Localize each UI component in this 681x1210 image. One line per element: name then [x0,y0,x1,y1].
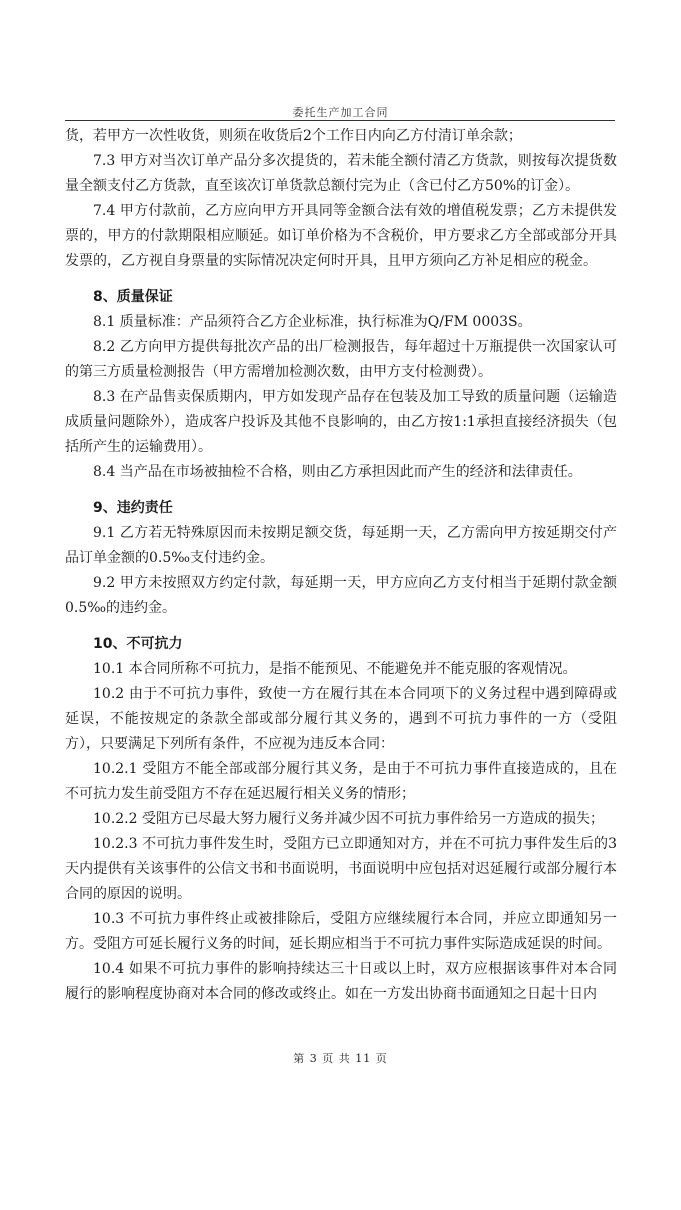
clause-8-2: 8.2 乙方向甲方提供每批次产品的出厂检测报告，每年超过十万瓶提供一次国家认可的第三方质量检测报告（甲方需增加检测次数，由甲方支付检测费）。 [65,339,617,380]
clause-9-1: 9.1 乙方若无特殊原因而未按期足额交货，每延期一天，乙方需向甲方按延期交付产品订单金额的0.5‰支付违约金。 [65,525,617,566]
page-number: 第 3 页 共 11 页 [293,1052,388,1065]
clause-10-2-2: 10.2.2 受阻方已尽最大努力履行义务并减少因不可抗力事件给另一方造成的损失； [93,811,604,827]
clause-10-2-3: 10.2.3 不可抗力事件发生时，受阻方已立即通知对方，并在不可抗力事件发生后的3天内提供有关该事件的公信文书和书面说明，书面说明中应包括对迟延履行或部分履行本合同的原因的说明。 [65,836,617,902]
section-heading-breach: 9、违约责任 [93,500,173,516]
paragraph: 货，若甲方一次性收货，则须在收货后2个工作日内向乙方付清订单余款； [65,128,522,144]
clause-9-2: 9.2 甲方未按照双方约定付款，每延期一天，甲方应向乙方支付相当于延期付款金额0.5‰的违约金。 [65,575,617,616]
clause-8-3: 8.3 在产品售卖保质期内，甲方如发现产品存在包装及加工导致的质量问题（运输造成质量问题除外），造成客户投诉及其他不良影响的，由乙方按1:1承担直接经济损失（包括所产生的运输费用）。 [65,389,617,455]
clause-10-2-1: 10.2.1 受阻方不能全部或部分履行其义务，是由于不可抗力事件直接造成的，且在不可抗力发生前受阻方不存在延迟履行相关义务的情形； [65,761,617,802]
header-divider [65,120,615,121]
clause-10-4: 10.4 如果不可抗力事件的影响持续达三十日或以上时，双方应根据该事件对本合同履行的影响程度协商对本合同的修改或终止。如在一方发出协商书面通知之日起十日内 [65,961,617,1002]
clause-10-3: 10.3 不可抗力事件终止或被排除后，受阻方应继续履行本合同，并应立即通知另一方。受阻方可延长履行义务的时间，延长期应相当于不可抗力事件实际造成延误的时间。 [65,911,617,952]
running-header: 委托生产加工合同 [292,106,389,119]
clause-7-4: 7.4 甲方付款前，乙方应向甲方开具同等金额合法有效的增值税发票；乙方未提供发票的，甲方的付款期限相应顺延。如订单价格为不含税价，甲方要求乙方全部或部分开具发票的，乙方视自身票量的实际情况决定何时开具，且甲方须向乙方补足相应的税金。 [65,203,617,269]
section-heading-quality: 8、质量保证 [93,289,173,305]
clause-8-4: 8.4 当产品在市场被抽检不合格，则由乙方承担因此而产生的经济和法律责任。 [93,464,582,480]
clause-8-1: 8.1 质量标准：产品须符合乙方企业标准，执行标准为Q/FM 0003S。 [93,314,532,330]
section-heading-force-majeure: 10、不可抗力 [93,636,183,652]
clause-7-3: 7.3 甲方对当次订单产品分多次提货的，若未能全额付清乙方货款，则按每次提货数量全额支付乙方货款，直至该次订单货款总额付完为止（含已付乙方50%的订金）。 [65,153,617,194]
clause-10-1: 10.1 本合同所称不可抗力，是指不能预见、不能避免并不能克服的客观情况。 [93,661,577,677]
clause-10-2: 10.2 由于不可抗力事件，致使一方在履行其在本合同项下的义务过程中遇到障碍或延误，不能按规定的条款全部或部分履行其义务的，遇到不可抗力事件的一方（受阻方），只要满足下列所有条件，不应视为违反本合同： [65,686,617,752]
contract-body [65,124,617,1007]
